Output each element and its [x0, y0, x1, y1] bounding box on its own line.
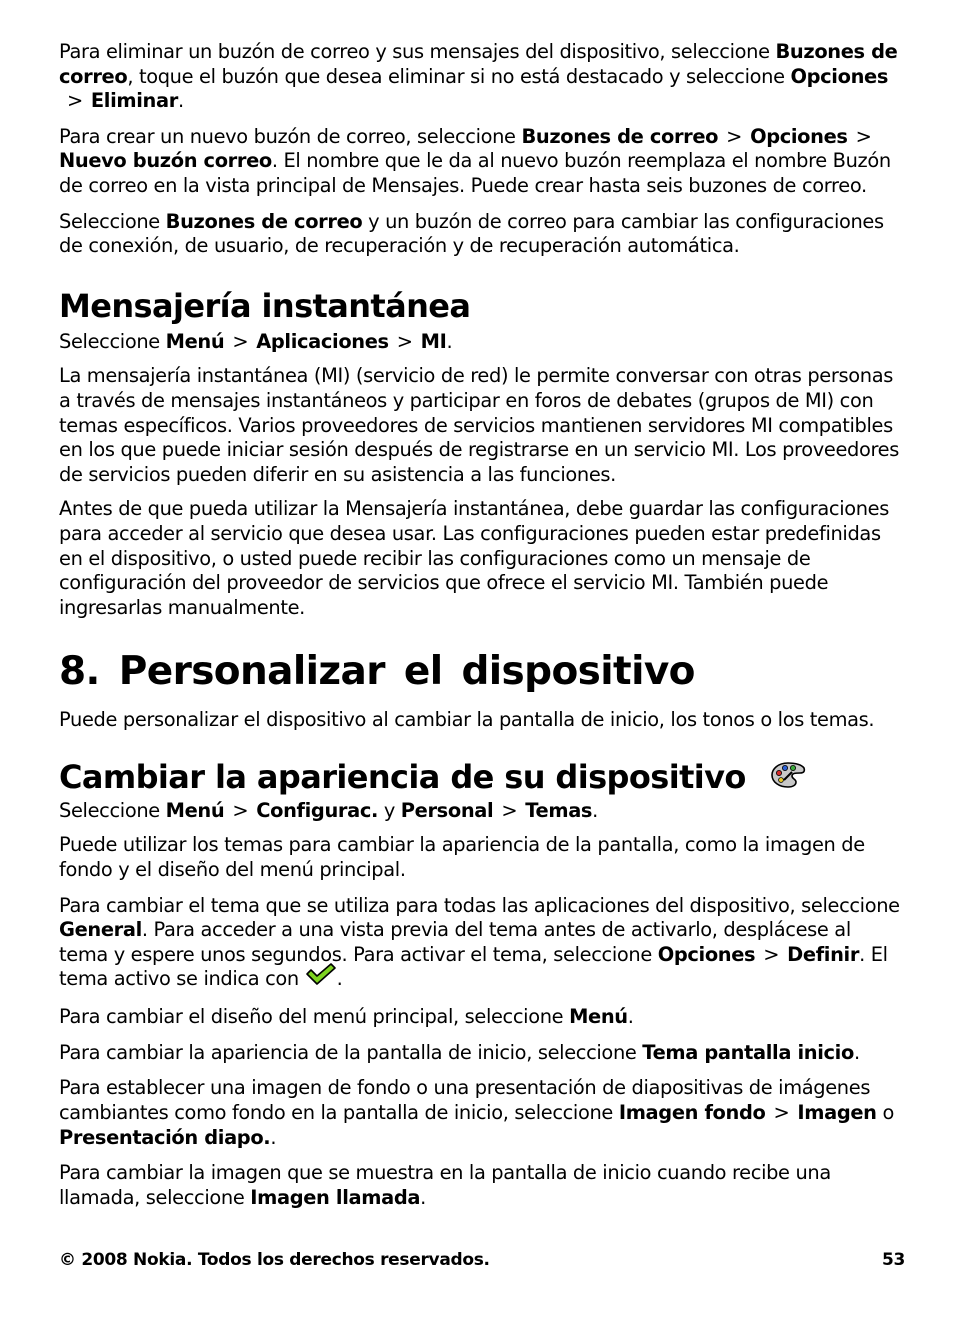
checkmark-icon: [305, 962, 337, 993]
menu-path-tema-pantalla: Tema pantalla inicio: [642, 1040, 854, 1064]
menu-path-opciones: Opciones: [790, 64, 889, 88]
path-separator: >: [501, 798, 518, 822]
chapter-heading: 8. Personalizar el dispositivo: [59, 649, 695, 695]
copyright-text: © 2008 Nokia. Todos los derechos reservados.: [59, 1250, 490, 1270]
page-footer: [59, 1250, 905, 1270]
menu-path-menu: Menú: [165, 329, 225, 353]
path-separator: >: [67, 89, 83, 113]
page-number: 53: [881, 1250, 905, 1270]
menu-path-imagen-fondo: Imagen fondo: [618, 1101, 766, 1125]
paragraph-delete-mailbox: Para eliminar un buzón de correo y sus mensajes del dispositivo, seleccione Buzones de correo, toque el buzón que desea eliminar si no está destacado y seleccione Opciones> Eliminar.: [59, 40, 898, 113]
paragraph-temas-intro: Puede utilizar los temas para cambiar la apariencia de la pantalla, como la imagen de fondo y el diseño del menú principal.: [59, 833, 865, 882]
paragraph-mi-description: La mensajería instantánea (MI) (servicio de red) le permite conversar con otras personas a través de mensajes instantáneos y participar en foros de debates (grupos de MI) con temas específicos. Varios proveedores de servicios mantienen servidores MI compatibles en los que puede iniciar sesión después de registrarse en un servicio MI. Los proveedores de servicios pueden diferir en su asistencia a las funciones.: [59, 364, 900, 486]
paragraph-new-mailbox: Para crear un nuevo buzón de correo, seleccione Buzones de correo > Opciones >Nuevo buzón correo. El nombre que le da al nuevo buzón reemplaza el nombre Buzón de correo en la vista principal de Mensajes. Puede crear hasta seis buzones de correo.: [59, 124, 891, 197]
menu-path-nuevo-buzon: Nuevo buzón correo: [59, 149, 272, 173]
page-content: [59, 40, 905, 1210]
menu-path-imagen: Imagen: [797, 1101, 877, 1125]
menu-path-general: General: [59, 918, 142, 942]
menu-path-temas: Temas: [525, 798, 593, 822]
paragraph-mailbox-settings: Seleccione Buzones de correo y un buzón de correo para cambiar las configuraciones de conexión, de usuario, de recuperación y de recuperación automática.: [59, 209, 884, 258]
paragraph-mi-settings: Antes de que pueda utilizar la Mensajería instantánea, debe guardar las configuraciones para acceder al servicio que desea usar. Las configuraciones pueden estar predefinidas en el dispositivo, o usted puede recibir las configuraciones como un mensaje de configuración del proveedor de servicios que ofrece el servicio MI. También puede ingresarlas manualmente.: [59, 497, 890, 619]
path-separator: >: [232, 798, 249, 822]
menu-path-menu: Menú: [165, 798, 225, 822]
paragraph-call-image: Para cambiar la imagen que se muestra en la pantalla de inicio cuando recibe una llamada, seleccione Imagen llamada.: [59, 1161, 831, 1209]
path-separator: >: [773, 1101, 790, 1125]
menu-path-aplicaciones: Aplicaciones: [256, 329, 389, 353]
menu-path-imagen-llamada: Imagen llamada: [250, 1185, 421, 1209]
menu-path-definir: Definir: [787, 942, 860, 966]
palette-icon: [770, 759, 806, 799]
menu-path-personal: Personal: [400, 798, 494, 822]
paragraph-wallpaper: Para establecer una imagen de fondo o una presentación de diapositivas de imágenes cambiantes como fondo en la pantalla de inicio, seleccione Imagen fondo > Imagen o Presentación diapo..: [59, 1076, 894, 1149]
paragraph-personalize-intro: Puede personalizar el dispositivo al cambiar la pantalla de inicio, los tonos o los temas.: [59, 708, 875, 732]
menu-path-buzones: Buzones de correo: [165, 209, 363, 233]
paragraph-temas-path: Seleccione Menú > Configurac. y Personal > Temas.: [59, 798, 598, 822]
path-separator: >: [396, 329, 413, 353]
menu-path-presentacion: Presentación diapo.: [59, 1125, 271, 1149]
menu-path-configurac: Configurac.: [256, 798, 379, 822]
menu-path-buzones: Buzones de correo: [59, 40, 898, 88]
menu-path-opciones: Opciones: [750, 124, 848, 148]
paragraph-menu-design: Para cambiar el diseño del menú principal, seleccione Menú.: [59, 1005, 634, 1029]
menu-path-opciones: Opciones: [657, 942, 756, 966]
menu-path-eliminar: Eliminar: [90, 89, 178, 113]
section-heading-apariencia: Cambiar la apariencia de su dispositivo: [59, 757, 905, 799]
path-separator: >: [855, 124, 872, 148]
menu-path-buzones: Buzones de correo: [521, 124, 719, 148]
path-separator: >: [726, 124, 743, 148]
section-heading-mi: Mensajería instantánea: [59, 286, 471, 325]
paragraph-mi-path: Seleccione Menú > Aplicaciones > MI.: [59, 329, 453, 353]
menu-path-menu: Menú: [569, 1005, 628, 1029]
menu-path-mi: MI: [420, 329, 447, 353]
paragraph-home-screen: Para cambiar la apariencia de la pantalla de inicio, seleccione Tema pantalla inicio.: [59, 1040, 860, 1064]
path-separator: >: [763, 942, 780, 966]
path-separator: >: [232, 329, 249, 353]
paragraph-temas-general: Para cambiar el tema que se utiliza para todas las aplicaciones del dispositivo, seleccione General. Para acceder a una vista previa del tema antes de activarlo, desplácese al tema y espere unos segundos. Para activar el tema, seleccione Opciones > Definir. El tema activo se indica con .: [59, 893, 900, 991]
